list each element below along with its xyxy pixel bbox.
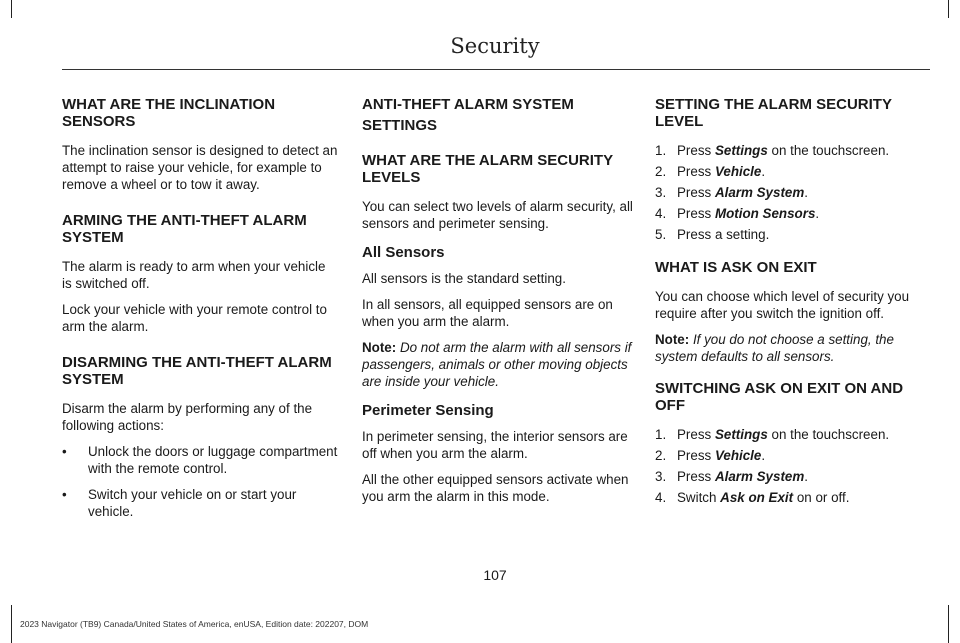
paragraph: Disarm the alarm by performing any of the following actions: [62,401,313,433]
list-item: 3. Press Alarm System. [655,469,809,484]
paragraph: In perimeter sensing, the interior sensors are off when you arm the alarm. [362,429,628,461]
paragraph: The inclination sensor is designed to detect an attempt to raise your vehicle, for example to remove a wheel or to tow it away. [62,143,338,192]
list-item: 4. Switch Ask on Exit on or off. [655,490,850,505]
page-title: Security [450,34,540,58]
paragraph: You can choose which level of security you require after you switch the ignition off. [655,289,910,321]
crop-mark-top-right [948,0,949,18]
note-text: Do not arm the alarm with all sensors if passengers, animals or other moving objects are inside your vehicle. [362,340,632,389]
column-left [62,96,338,529]
note-label: Note: [362,340,397,355]
chapter-heading: ANTI-THEFT ALARM SYSTEM [362,96,574,113]
bullet-icon: • [62,487,67,502]
list-item: • Unlock the doors or luggage compartment with the remote control. [62,444,338,476]
section-heading-security-levels: WHAT ARE THE ALARM SECURITY LEVELS [362,152,613,186]
bullet-icon: • [62,444,67,459]
paragraph: In all sensors, all equipped sensors are on when you arm the alarm. [362,297,613,329]
subheading-perimeter-sensing: Perimeter Sensing [362,402,494,419]
list-item: • Switch your vehicle on or start your vehicle. [62,487,297,519]
section-heading-inclination: WHAT ARE THE INCLINATION SENSORS [62,96,276,130]
crop-mark-top-left [11,0,12,18]
steps-list [655,426,927,506]
section-heading-setting-level: SETTING THE ALARM SECURITY LEVEL [655,96,892,130]
note-text: If you do not choose a setting, the system defaults to all sensors. [655,332,894,364]
crop-mark-bottom-left [11,605,12,643]
page-number: 107 [483,567,507,583]
subheading-all-sensors: All Sensors [362,244,445,261]
header-divider [62,69,930,70]
column-middle [362,96,638,514]
section-heading-disarming: DISARMING THE ANTI-THEFT ALARM SYSTEM [62,354,332,388]
paragraph: All the other equipped sensors activate when you arm the alarm in this mode. [362,472,629,504]
paragraph: Lock your vehicle with your remote control to arm the alarm. [62,302,327,334]
bullet-list [62,443,338,520]
paragraph: The alarm is ready to arm when your vehicle is switched off. [62,259,326,291]
paragraph: You can select two levels of alarm security, all sensors and perimeter sensing. [362,199,633,231]
chapter-heading-continued: SETTINGS [362,117,438,134]
edition-footer: 2023 Navigator (TB9) Canada/United States of America, enUSA, Edition date: 202207, DOM [20,619,369,629]
note [655,331,927,365]
paragraph: All sensors is the standard setting. [362,271,566,286]
section-heading-arming: ARMING THE ANTI-THEFT ALARM SYSTEM [62,212,307,246]
list-item: 4. Press Motion Sensors. [655,206,820,221]
steps-list [655,142,927,243]
list-item: 1. Press Settings on the touchscreen. [655,427,890,442]
list-item: 5. Press a setting. [655,227,770,242]
note [362,339,638,390]
list-item: 3. Press Alarm System. [655,185,809,200]
section-heading-ask-on-exit: WHAT IS ASK ON EXIT [655,259,817,276]
list-item: 1. Press Settings on the touchscreen. [655,143,890,158]
list-item: 2. Press Vehicle. [655,164,766,179]
list-item: 2. Press Vehicle. [655,448,766,463]
section-heading-switching-ask-on-exit: SWITCHING ASK ON EXIT ON AND OFF [655,380,904,414]
crop-mark-bottom-right [948,605,949,643]
column-right [655,96,927,516]
note-label: Note: [655,332,690,347]
